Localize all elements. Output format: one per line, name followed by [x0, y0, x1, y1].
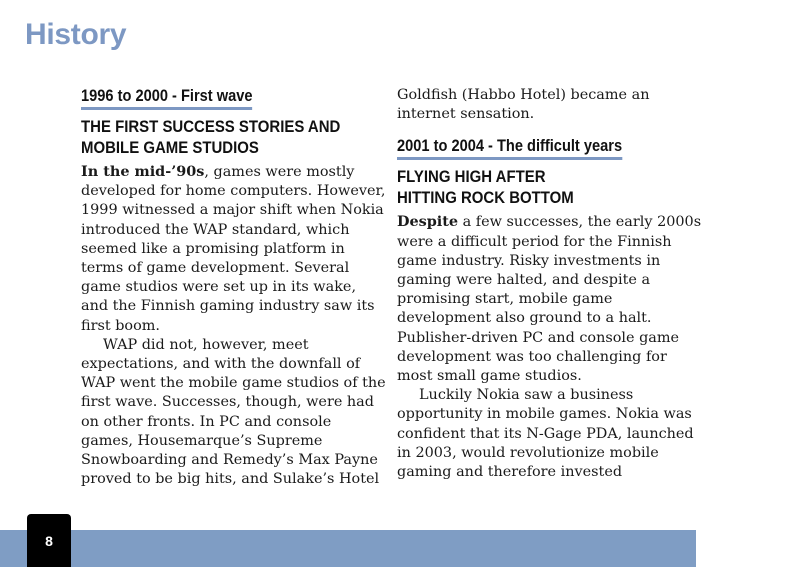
- paragraph: [81, 162, 386, 336]
- paragraph: Luckily Nokia saw a business opportunity in mobile games. Nokia was confident that its N-Gage PDA, launched in 2003, would revolutionize mobile gaming and therefore invested: [397, 387, 694, 481]
- paragraph-lead: In the mid-’90s: [81, 163, 205, 180]
- paragraph-text: , games were mostly developed for home computers. However, 1999 witnessed a major shift when Nokia introduced the WAP standard, which seemed like a promising platform in terms of game development. Several game studios were set up in its wake, and the Finnish gaming industry saw its first boom.: [81, 164, 386, 334]
- right-column: [397, 86, 702, 482]
- page-title: History: [25, 18, 127, 51]
- left-column: [81, 86, 386, 489]
- section-heading-first-wave: 1996 to 2000 - First wave: [81, 86, 252, 110]
- page-number: 8: [27, 514, 71, 567]
- paragraph-text: a few successes, the early 2000s were a difficult period for the Finnish game industry. Risky investments in gaming were halted, and despite a promising start, mobile game development also ground to a halt. Publisher-driven PC and console game development was too challenging for most small game studios.: [397, 214, 702, 385]
- section-subheading-first-success: THE FIRST SUCCESS STORIES AND MOBILE GAME STUDIOS: [81, 117, 341, 157]
- paragraph-continuation: Goldfish (Habbo Hotel) became an internet sensation.: [397, 87, 650, 123]
- footer-bar: [0, 530, 696, 567]
- section-subheading-flying-high: FLYING HIGH AFTER HITTING ROCK BOTTOM: [397, 167, 574, 208]
- section-heading-difficult-years: 2001 to 2004 - The difficult years: [397, 136, 622, 160]
- paragraph-lead: Despite: [397, 213, 459, 231]
- paragraph: [397, 212, 702, 386]
- paragraph: WAP did not, however, meet expectations, and with the downfall of WAP went the mobile game studios of the first wave. Successes, though, were had on other fronts. In PC and console games, Housemarque’s Supreme Snowboarding and Remedy’s Max Payne proved to be big hits, and Sulake’s Hotel: [81, 336, 386, 488]
